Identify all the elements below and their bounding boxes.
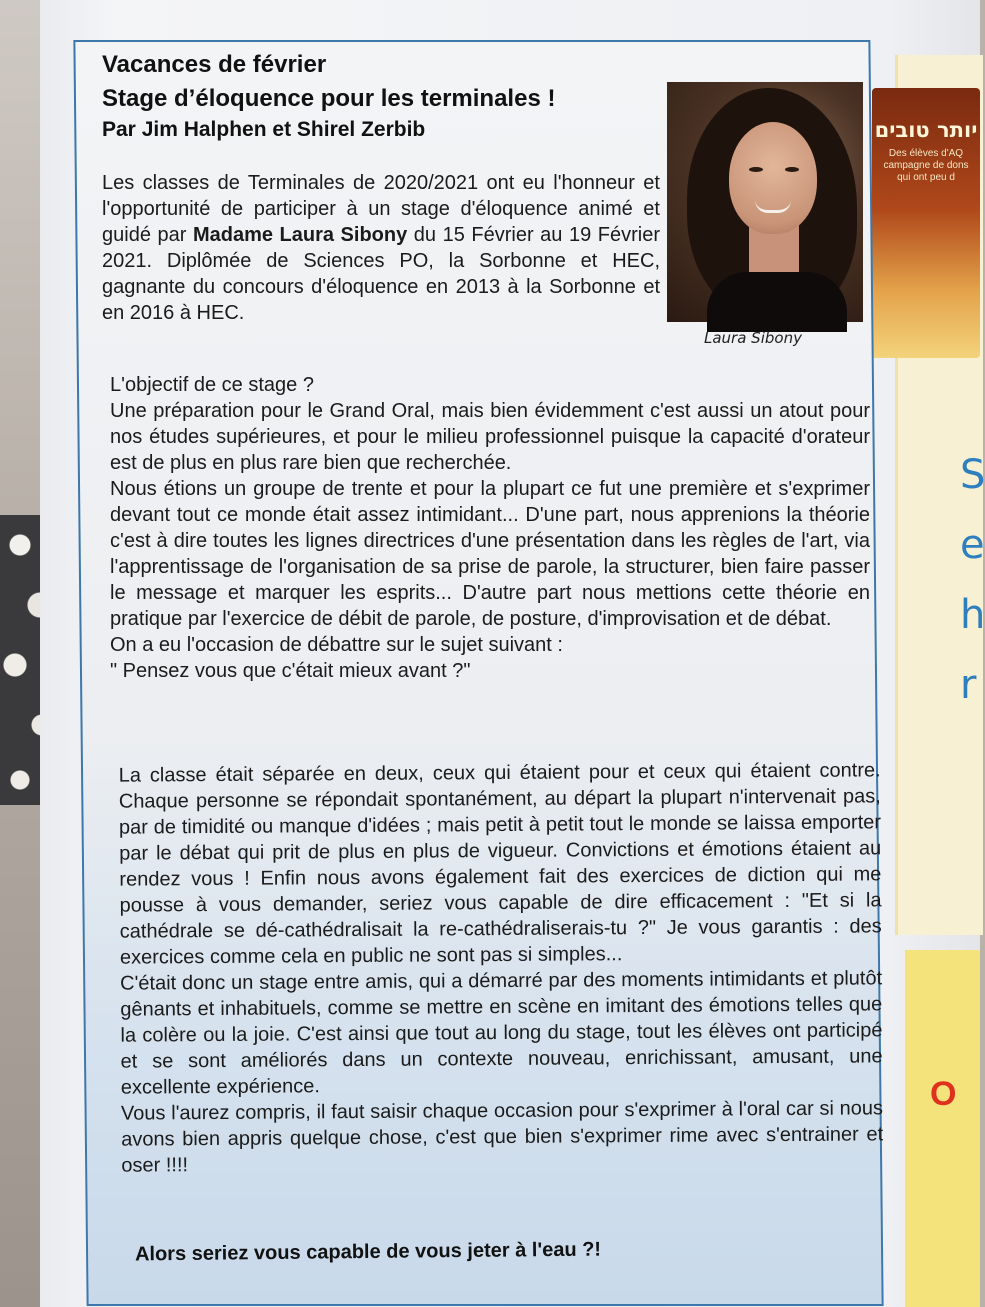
header-line-2: Stage d’éloquence pour les terminales ! <box>102 85 556 112</box>
header-author: Par Jim Halphen et Shirel Zerbib <box>102 118 426 141</box>
intro-after: du 15 Février au 19 Février 2021. Diplômée de Sciences PO, la Sorbonne et HEC, gagnante du concours d'éloquence en 2013 à la Sorbonne et en 2016 à HEC. <box>102 224 660 324</box>
adjacent-page-yellow <box>905 950 980 1307</box>
flyer-image <box>872 88 980 358</box>
article-header <box>102 48 662 144</box>
main-question: L'objectif de ce stage ? <box>110 374 314 396</box>
second-paragraph-2: C'était donc un stage entre amis, qui a démarré par des moments intimidants et plutôt gênants et inhabituels, comme se mettre en scène en imitant des émotions telles que la colère ou la joie. C'est ainsi que tout au long du stage, tout les élèves ont participé et se sont améliorés dans un contexte nouveau, enrichissant, amusant, une excellente expérience. <box>120 967 883 1099</box>
main-paragraph-2: Nous étions un groupe de trente et pour la plupart ce fut une première et s'exprimer devant tout ce monde était assez intimidant... D'une part, nous apprenions la théorie c'est à dire toutes les lignes directrices d'une présentation dans les règles de l'art, via l'apprentissage de l'organisation de sa prise de parole, la structurer, bien faire passer le message et marquer les esprits... D'autre part nous mettions cette théorie en pratique par l'exercice de débit de parole, de posture, d'improvisation et de débat. <box>110 478 870 630</box>
header-line-1: Vacances de février <box>102 51 327 78</box>
main-paragraph-4: " Pensez vous que c'était mieux avant ?" <box>110 660 471 682</box>
main-paragraph-1: Une préparation pour le Grand Oral, mais bien évidemment c'est aussi un atout pour nos études supérieures, et pour le milieu professionnel puisque la capacité d'orateur est de plus en plus rare bien que recherchée. <box>110 400 870 474</box>
intro-name: Madame Laura Sibony <box>192 224 408 246</box>
adjacent-page-letters: S e h r <box>960 452 985 708</box>
main-section <box>110 372 870 684</box>
photo-caption: Laura Sibony <box>704 329 802 347</box>
flyer-title: יותר טובים <box>874 118 978 142</box>
adjacent-page-orange-text: O <box>930 1075 957 1113</box>
second-paragraph-3: Vous l'aurez compris, il faut saisir chaque occasion pour s'exprimer à l'oral car si nous avons bien appris quelque chose, c'est que bien s'exprimer rime avec s'entrainer et oser !!!! <box>120 1097 884 1177</box>
intro-before: Les classes de Terminales de 2020/2021 ont eu l'honneur et l'opportunité de participer à un stage d'éloquence animé et guidé par <box>102 172 660 246</box>
second-section <box>119 757 884 1178</box>
second-paragraph-1: La classe était séparée en deux, ceux qui étaient pour et ceux qui étaient contre. Chaque personne se répondait spontanément, au départ la plupart n'intervenait pas, par de timidité ou manque d'idées ; mais petit à petit tout le monde se laissa emporter par le débat qui prit de plus en plus de vigueur. Convictions et émotions étaient au rendez vous ! Enfin nous avons également fait des exercices de diction qui me pousse à vous demander, seriez vous capable de dire efficacement : "Et si la cathédrale se dé-cathédralisait la re-cathédraliserais-tu ?" Je vous garantis : des exercices comme cela en public ne sont pas si simples... <box>118 759 882 969</box>
closing-line: Alors seriez vous capable de vous jeter à l'eau ?! <box>134 1238 602 1266</box>
intro-paragraph <box>102 170 660 326</box>
main-paragraph-3: On a eu l'occasion de débattre sur le sujet suivant : <box>110 634 563 656</box>
portrait-photo <box>667 82 863 322</box>
flyer-subtitle: Des élèves d'AQ campagne de dons qui ont peu d <box>883 148 969 183</box>
